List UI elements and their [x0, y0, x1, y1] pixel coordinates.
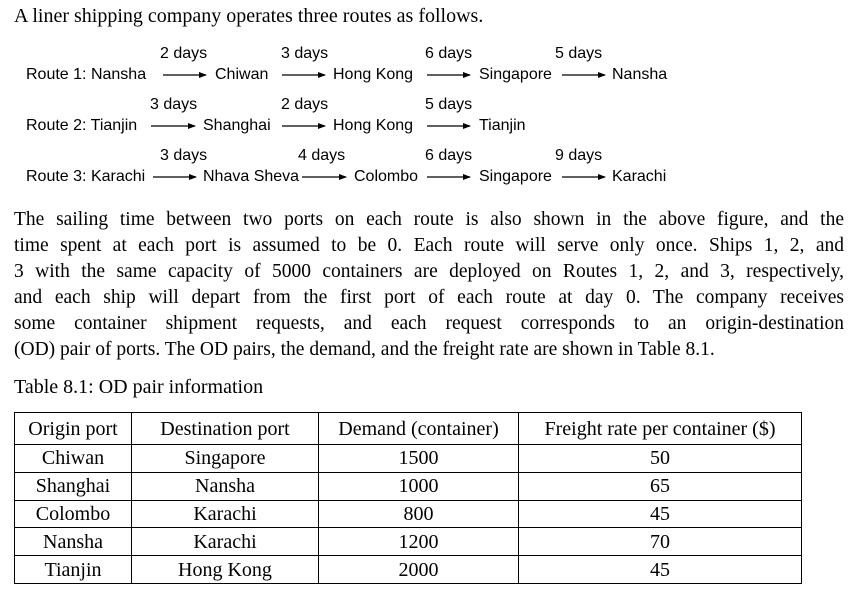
cell-destination: Hong Kong	[132, 556, 319, 584]
route2-label: Route 2: Tianjin	[26, 117, 138, 134]
route3-port-3: Colombo	[354, 168, 419, 185]
table-row	[15, 556, 802, 584]
cell-rate: 45	[519, 556, 802, 584]
cell-demand: 800	[319, 500, 519, 528]
paragraph-line: The sailing time between two ports on each route is also shown in the above figure, and the	[14, 209, 844, 230]
route3-port-2: Nhava Sheva	[203, 168, 300, 185]
cell-destination: Singapore	[132, 445, 319, 473]
cell-destination: Nansha	[132, 472, 319, 500]
route2-days-2: 2 days	[281, 96, 329, 113]
header-demand: Demand (container)	[319, 413, 519, 445]
table-header-row	[15, 413, 802, 445]
table-row	[15, 528, 802, 556]
header-destination-port: Destination port	[132, 413, 319, 445]
route3-port-4: Singapore	[479, 168, 552, 185]
description-paragraph	[14, 207, 844, 363]
cell-origin: Colombo	[15, 500, 132, 528]
cell-origin: Chiwan	[15, 445, 132, 473]
table-row	[15, 445, 802, 473]
paragraph-line: (OD) pair of ports. The OD pairs, the demand, and the freight rate are shown in Table 8.1.	[14, 339, 715, 360]
cell-rate: 65	[519, 472, 802, 500]
route1-port-3: Hong Kong	[333, 66, 414, 83]
route2-port-3: Hong Kong	[333, 117, 414, 134]
cell-rate: 70	[519, 528, 802, 556]
cell-demand: 1500	[319, 445, 519, 473]
table-caption: Table 8.1: OD pair information	[14, 376, 264, 398]
route1-days-1: 2 days	[160, 45, 208, 62]
route3-days-3: 6 days	[425, 147, 473, 164]
route3-port-1: Karachi	[90, 168, 146, 185]
cell-origin: Shanghai	[15, 472, 132, 500]
cell-rate: 50	[519, 445, 802, 473]
route2-port-4: Tianjin	[479, 117, 526, 134]
paragraph-line: time spent at each port is assumed to be 0. Each route will serve only once. Ships 1, 2, and	[14, 235, 844, 256]
route3-days-2: 4 days	[298, 147, 346, 164]
route3-days-4: 9 days	[555, 147, 603, 164]
route3-label: Route 3: Karachi	[26, 168, 146, 185]
paragraph-line: some container shipment requests, and each request corresponds to an origin-destination	[14, 313, 844, 334]
route2-port-1: Tianjin	[90, 117, 138, 134]
route1-days-3: 6 days	[425, 45, 473, 62]
route1-label: Route 1: Nansha	[26, 66, 147, 83]
header-freight-rate: Freight rate per container ($)	[519, 413, 802, 445]
od-pair-table	[14, 412, 802, 584]
header-origin-port: Origin port	[15, 413, 132, 445]
paragraph-line: and each ship will depart from the first port of each route at day 0. The company receives	[14, 287, 844, 308]
table-row	[15, 500, 802, 528]
route3-days-1: 3 days	[160, 147, 208, 164]
route2-days-1: 3 days	[150, 96, 198, 113]
route1-port-5: Nansha	[612, 66, 668, 83]
route1-port-1: Nansha	[90, 66, 147, 83]
cell-rate: 45	[519, 500, 802, 528]
intro-text: A liner shipping company operates three routes as follows.	[14, 5, 484, 27]
route3-port-5: Karachi	[612, 168, 667, 185]
cell-demand: 1000	[319, 472, 519, 500]
cell-demand: 1200	[319, 528, 519, 556]
cell-origin: Nansha	[15, 528, 132, 556]
cell-destination: Karachi	[132, 528, 319, 556]
route1-days-2: 3 days	[281, 45, 329, 62]
route2-days-3: 5 days	[425, 96, 473, 113]
route1-port-2: Chiwan	[215, 66, 269, 83]
route1-port-4: Singapore	[479, 66, 552, 83]
table-row	[15, 472, 802, 500]
cell-destination: Karachi	[132, 500, 319, 528]
route2-port-2: Shanghai	[203, 117, 271, 134]
cell-origin: Tianjin	[15, 556, 132, 584]
cell-demand: 2000	[319, 556, 519, 584]
paragraph-line: 3 with the same capacity of 5000 containers are deployed on Routes 1, 2, and 3, respectively,	[14, 261, 844, 282]
route1-days-4: 5 days	[555, 45, 603, 62]
